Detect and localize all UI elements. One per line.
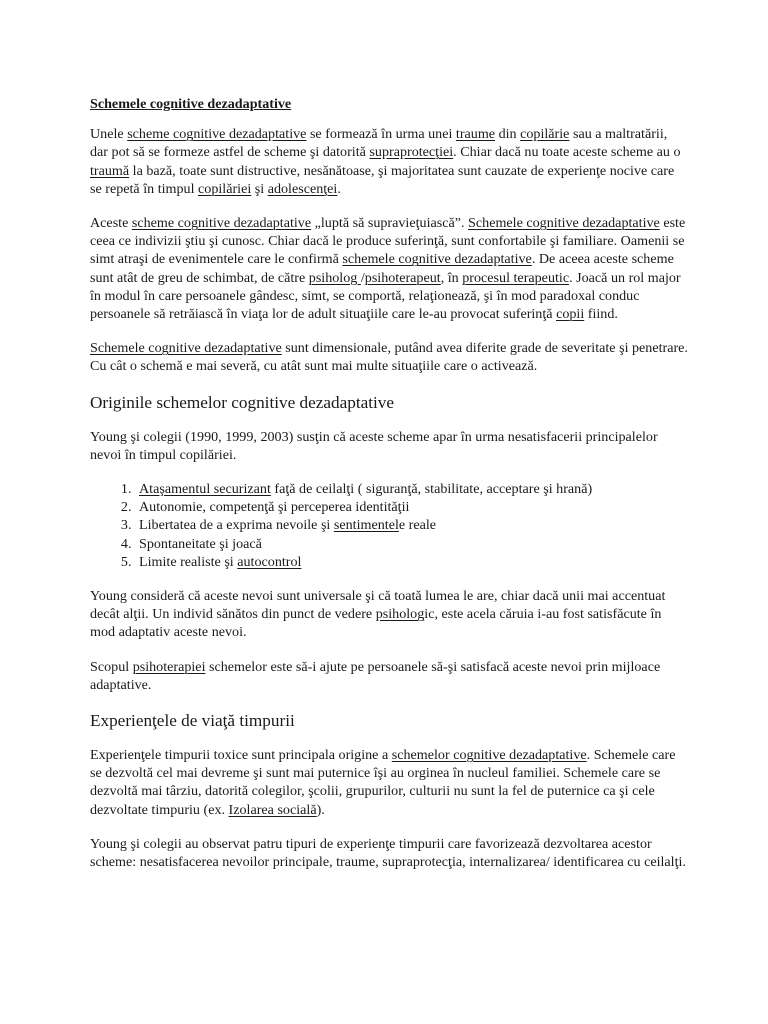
- text-run: schemelor este să-i ajute pe persoanele să-şi satisfacă aceste nevoi prin mijloace adaptative.: [90, 658, 661, 693]
- text-run: .: [337, 180, 341, 197]
- text-run: . Chiar dacă nu toate aceste scheme au o: [453, 144, 681, 161]
- underlined-term: psiholog: [375, 606, 425, 623]
- text-run: Young şi colegii au observat patru tipuri de experienţe timpurii care favorizează dezvoltarea acestor scheme: nesatisfacerea nevoilor principale, traume, supraprotecţia, internalizarea/ identificarea cu ceilalţi.: [90, 835, 686, 871]
- paragraph-intro: [90, 125, 688, 198]
- text-run: Scopul: [90, 658, 133, 675]
- underlined-term: psihoterapeut: [364, 269, 441, 286]
- text-run: Aceste: [90, 215, 132, 232]
- underlined-term: copilăriei: [198, 180, 252, 197]
- paragraph-universal-needs: [90, 587, 688, 642]
- list-item: [135, 480, 688, 498]
- underlined-term: sentimentel: [333, 517, 399, 534]
- text-run: . Joacă un rol major în modul în care persoanele gândesc, simt, se comportă, relaţionează, şi în mod paradoxal conduc persoanele să retrăiască în viaţa lor de adult situaţiile care le-au provocat suferinţă: [90, 269, 681, 323]
- paragraph-dimensional: [90, 339, 688, 375]
- text-run: se formează în urma unei: [306, 126, 456, 143]
- text-run: Libertatea de a exprima nevoile şi: [139, 517, 334, 534]
- text-run: „luptă să supravieţuiască”.: [311, 215, 469, 232]
- needs-list: [90, 480, 688, 571]
- underlined-term: Schemele cognitive dezadaptative: [468, 215, 660, 232]
- text-run: şi: [251, 180, 268, 197]
- text-run: sau a maltratării, dar pot să se formeze astfel de scheme şi datorită: [90, 126, 668, 161]
- text-run: Limite realiste şi: [139, 553, 238, 570]
- paragraph-young-needs: [90, 428, 688, 464]
- underlined-term: psihoterapiei: [132, 658, 206, 675]
- text-run: din: [495, 126, 521, 143]
- list-item: [135, 498, 688, 516]
- list-item: [135, 516, 688, 534]
- list-item: [135, 553, 688, 571]
- heading-early-experiences: Experienţele de viaţă timpurii: [90, 711, 295, 731]
- text-run: Unele: [90, 126, 128, 143]
- text-run: Young şi colegii (1990, 1999, 2003) susţin că aceste scheme apar în urma nesatisfacerii principalelor nevoi în timpul copilăriei.: [90, 428, 658, 463]
- text-run: sunt dimensionale, putând avea diferite grade de severitate şi penetrare. Cu cât o schemă e mai severă, cu atât sunt mai multe situaţiile care o activează.: [90, 340, 688, 375]
- text-run: , în: [440, 269, 463, 286]
- underlined-term: schemelor cognitive dezadaptative: [391, 747, 587, 764]
- text-run: . De aceea aceste scheme sunt atât de greu de schimbat, de către: [90, 251, 674, 286]
- document-title: Schemele cognitive dezadaptative: [90, 96, 292, 112]
- underlined-term: scheme cognitive dezadaptative: [127, 126, 307, 143]
- text-run: . Schemele care se dezvoltă cel mai devreme şi sunt mai puternice îşi au orginea în nucleul familiei. Schemele care se dezvoltă mai târziu, datorită colegilor, şcolii, grupurilor, culturii nu sunt la fel de puternice ca şi cele dezvoltate timpuriu (ex.: [90, 747, 676, 818]
- text-run: fiind.: [584, 306, 618, 323]
- paragraph-therapy-goal: [90, 658, 688, 694]
- underlined-term: traume: [455, 126, 496, 143]
- underlined-term: scheme cognitive dezadaptative: [131, 215, 312, 232]
- underlined-term: Schemele cognitive dezadaptative: [90, 340, 282, 357]
- underlined-term: autocontrol: [237, 553, 302, 570]
- underlined-term: Izolarea socială: [228, 801, 317, 818]
- text-run: Autonomie, competenţă şi perceperea identităţii: [139, 499, 410, 516]
- text-run: este ceea ce indivizii ştiu şi cunosc. Chiar dacă le produce suferinţă, sunt confortabile şi familiare. Oamenii se simt atraşi de evenimentele care le confirmă: [90, 215, 686, 268]
- text-run: e reale: [398, 517, 437, 534]
- underlined-term: copii: [556, 306, 585, 323]
- text-run: faţă de ceilalţi ( siguranţă, stabilitate, acceptare şi hrană): [270, 481, 593, 498]
- text-run: /: [360, 269, 365, 286]
- paragraph-survival: [90, 214, 688, 323]
- text-run: ic, este acela căruia i-au fost satisfăcute în mod adaptativ aceste nevoi.: [90, 606, 662, 641]
- text-run: Spontaneitate şi joacă: [139, 535, 262, 552]
- underlined-term: procesul terapeutic: [462, 269, 570, 286]
- list-item: [135, 535, 688, 553]
- paragraph-toxic-experiences: [90, 746, 688, 819]
- text-run: ).: [316, 801, 325, 818]
- text-run: Young consideră că aceste nevoi sunt universale şi că toată lumea le are, chiar dacă unii mai accentuat decât alţii. Un individ sănătos din punct de vedere: [90, 588, 666, 623]
- text-run: la bază, toate sunt distructive, nesănătoase, şi majoritatea sunt cauzate de experienţe nocive care se repetă în timpul: [90, 162, 675, 197]
- paragraph-four-types: [90, 835, 688, 871]
- underlined-term: schemele cognitive dezadaptative: [342, 251, 532, 268]
- underlined-term: supraprotecţiei: [369, 144, 454, 161]
- underlined-term: psiholog: [308, 269, 361, 286]
- underlined-term: Ataşamentul securizant: [139, 481, 271, 498]
- underlined-term: traumă: [90, 162, 130, 179]
- text-run: Experienţele timpurii toxice sunt principala origine a: [90, 747, 392, 764]
- underlined-term: adolescenţei: [267, 180, 338, 197]
- heading-origins: Originile schemelor cognitive dezadaptative: [90, 392, 395, 412]
- underlined-term: copilărie: [520, 126, 570, 143]
